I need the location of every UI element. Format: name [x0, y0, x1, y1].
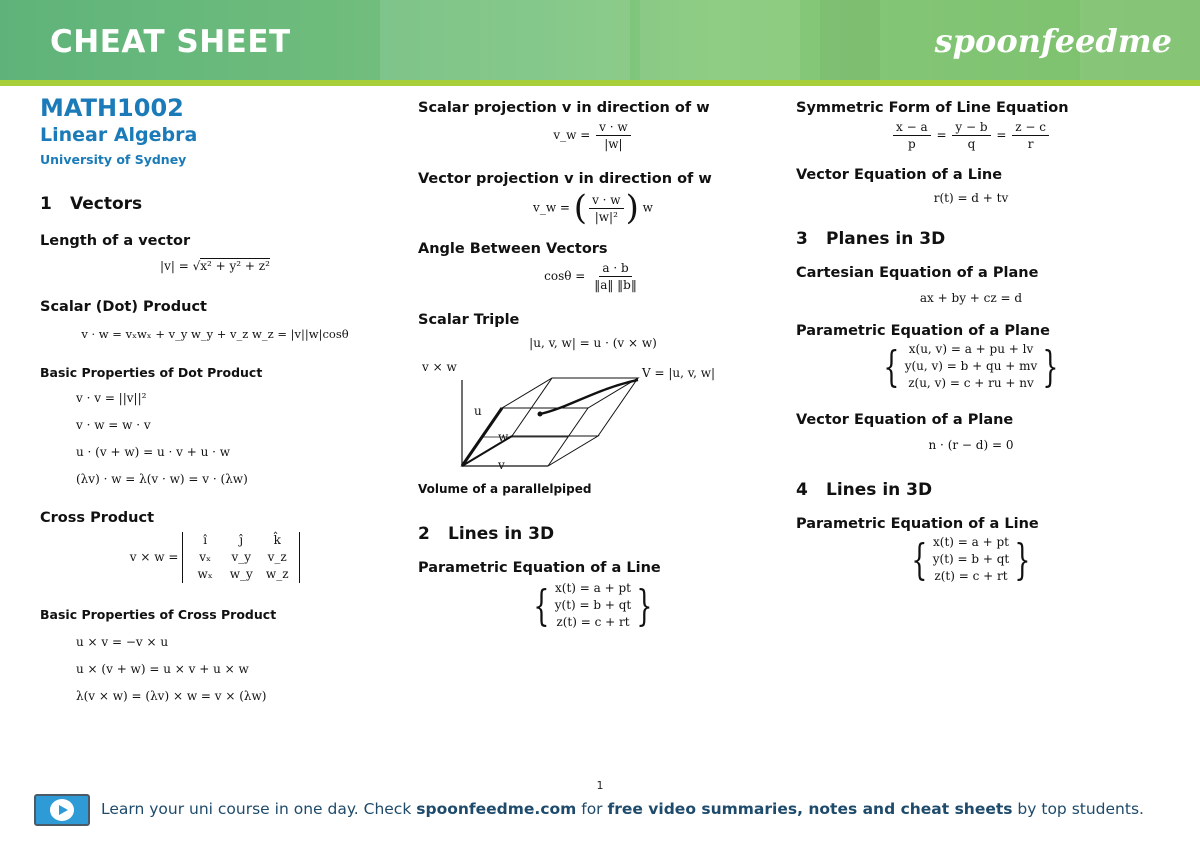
- system-line: y(t) = b + qt: [932, 552, 1010, 566]
- spoonfeedme-logo[interactable]: spoonfeedme: [934, 22, 1172, 60]
- denominator: r: [1027, 137, 1034, 151]
- system-line: z(t) = c + rt: [934, 569, 1008, 583]
- formula-lhs: v_w =: [553, 128, 591, 142]
- column-3: [796, 92, 1146, 585]
- matrix-cell: w_z: [265, 567, 289, 581]
- formula-parametric-line: [418, 580, 768, 631]
- dot-property: (λv) · w = λ(v · w) = v · (λw): [76, 472, 248, 486]
- system-line: y(t) = b + qt: [554, 598, 632, 612]
- cross-property: u × v = −v × u: [76, 635, 169, 649]
- section-label: Vectors: [70, 194, 143, 214]
- footer-promo-text: [101, 800, 1144, 818]
- formula-angle: [418, 261, 768, 292]
- denominator: q: [967, 137, 976, 151]
- fraction: [893, 120, 931, 151]
- left-paren: (: [573, 188, 588, 228]
- heading-dot-properties: Basic Properties of Dot Product: [40, 365, 263, 380]
- formula-scalar-projection: [418, 120, 768, 151]
- volume-dot: [538, 412, 543, 417]
- section-title-vectors: [40, 194, 390, 214]
- right-brace: }: [1014, 534, 1031, 584]
- matrix-cell: v_z: [267, 550, 287, 564]
- section-title-lines-3d: [418, 524, 768, 544]
- label-u: u: [474, 404, 482, 418]
- system-lines: [905, 341, 1038, 392]
- formula-lhs: cosθ =: [544, 269, 586, 283]
- university-name: University of Sydney: [40, 152, 187, 167]
- banner-decoration: [380, 0, 630, 86]
- cross-property: u × (v + w) = u × v + u × w: [76, 662, 249, 676]
- diagram-caption: Volume of a parallelpiped: [418, 482, 592, 496]
- matrix-cell: wₓ: [197, 567, 213, 581]
- heading-parametric-line-2: Parametric Equation of a Line: [796, 516, 1039, 532]
- numerator: a · b: [599, 261, 631, 277]
- system-line: x(t) = a + pt: [933, 535, 1009, 549]
- fraction: [952, 120, 990, 151]
- matrix-cell: î: [203, 533, 208, 547]
- volume-pointer: [540, 380, 638, 414]
- footer-bold-text: free video summaries, notes and cheat sheets: [607, 800, 1013, 818]
- heading-dot-product: Scalar (Dot) Product: [40, 299, 207, 315]
- heading-vector-projection: Vector projection v in direction of w: [418, 171, 712, 187]
- sqrt-radicand: x² + y² + z²: [200, 259, 270, 273]
- formula-vector-projection: [418, 188, 768, 228]
- heading-cross-product: Cross Product: [40, 510, 155, 526]
- equals-sign: =: [936, 128, 947, 142]
- footer-text-part: by top students.: [1012, 800, 1144, 818]
- matrix-cell: vₓ: [199, 550, 212, 564]
- formula-scalar-triple: |u, v, w| = u · (v × w): [529, 336, 657, 350]
- heading-scalar-projection: Scalar projection v in direction of w: [418, 100, 710, 116]
- matrix-cell: w_y: [229, 567, 253, 581]
- formula-lhs: v × w =: [129, 550, 179, 564]
- system-line: z(t) = c + rt: [556, 615, 630, 629]
- heading-angle-between: Angle Between Vectors: [418, 241, 608, 257]
- system-lines: [933, 534, 1010, 585]
- section-number: 3: [796, 229, 808, 249]
- formula-cartesian-plane: ax + by + cz = d: [919, 291, 1023, 305]
- numerator: x − a: [893, 120, 931, 136]
- denominator: |w|: [604, 137, 623, 151]
- fraction: [596, 120, 631, 151]
- fraction: [1012, 120, 1049, 151]
- section-label: Lines in 3D: [448, 524, 555, 544]
- formula-dot-product: v · w = vₓwₓ + v_y w_y + v_z w_z = |v||w|cosθ: [81, 327, 349, 341]
- label-w: w: [498, 430, 509, 444]
- section-number: 1: [40, 194, 52, 214]
- dot-property: v · v = ||v||²: [76, 391, 147, 405]
- formula-lhs: v_w =: [533, 200, 570, 215]
- section-title-lines-3d-2: [796, 480, 1146, 500]
- heading-parametric-plane: Parametric Equation of a Plane: [796, 323, 1050, 339]
- label-volume: V = |u, v, w|: [642, 366, 716, 380]
- fraction: [589, 193, 624, 224]
- right-brace: }: [1042, 341, 1059, 391]
- numerator: v · w: [596, 120, 631, 136]
- cross-property: λ(v × w) = (λv) × w = v × (λw): [76, 689, 267, 703]
- column-2: [418, 92, 768, 631]
- left-brace: {: [883, 341, 900, 391]
- heading-vector-line: Vector Equation of a Line: [796, 167, 1003, 183]
- label-vxw: v × w: [422, 360, 457, 374]
- heading-symmetric-form: Symmetric Form of Line Equation: [796, 100, 1069, 116]
- section-label: Planes in 3D: [826, 229, 946, 249]
- equation-system: [906, 534, 1036, 585]
- parallelepiped-diagram: [418, 358, 758, 476]
- right-paren: ): [625, 188, 639, 228]
- left-brace: {: [911, 534, 928, 584]
- formula-cross-product: [40, 532, 390, 583]
- denominator: |w|²: [594, 209, 618, 224]
- formula-parametric-line-2: [796, 534, 1146, 585]
- denominator: p: [907, 137, 916, 151]
- numerator: v · w: [589, 193, 624, 209]
- banner-decoration: [640, 0, 800, 86]
- page-title: CHEAT SHEET: [50, 24, 291, 60]
- fraction: [591, 261, 640, 292]
- heading-cartesian-plane: Cartesian Equation of a Plane: [796, 265, 1039, 281]
- footer: [0, 792, 1200, 832]
- system-lines: [555, 580, 632, 631]
- equation-system: [528, 580, 658, 631]
- numerator: z − c: [1012, 120, 1049, 136]
- footer-link[interactable]: spoonfeedme.com: [416, 800, 577, 818]
- formula-symmetric-form: [796, 120, 1146, 151]
- formula-lhs: |v| =: [160, 259, 189, 273]
- section-number: 2: [418, 524, 430, 544]
- section-number: 4: [796, 480, 808, 500]
- heading-length-of-vector: Length of a vector: [40, 233, 191, 249]
- system-line: x(t) = a + pt: [555, 581, 631, 595]
- base-face: [462, 436, 598, 466]
- sqrt-symbol: √: [192, 259, 201, 273]
- section-label: Lines in 3D: [826, 480, 933, 500]
- footer-text-part: for: [576, 800, 608, 818]
- determinant-matrix: [182, 532, 300, 583]
- page-number: 1: [596, 779, 604, 792]
- left-brace: {: [533, 580, 550, 630]
- footer-text-part: Learn your uni course in one day. Check: [101, 800, 417, 818]
- banner-decoration: [820, 0, 880, 86]
- video-play-button[interactable]: [34, 794, 90, 826]
- course-name: Linear Algebra: [40, 124, 198, 146]
- play-icon: [59, 805, 68, 815]
- formula-tail: w: [642, 200, 653, 215]
- dot-property: v · w = w · v: [76, 418, 151, 432]
- matrix-cell: k̂: [273, 533, 281, 547]
- heading-parametric-line: Parametric Equation of a Line: [418, 560, 661, 576]
- section-title-planes-3d: [796, 229, 1146, 249]
- matrix-cell: v_y: [231, 550, 251, 564]
- heading-scalar-triple: Scalar Triple: [418, 312, 520, 328]
- system-line: z(u, v) = c + ru + nv: [908, 376, 1034, 390]
- right-brace: }: [636, 580, 653, 630]
- equation-system: [878, 341, 1064, 392]
- edge: [512, 378, 552, 436]
- denominator: ‖a‖ ‖b‖: [594, 278, 637, 292]
- formula-vector-plane: n · (r − d) = 0: [928, 438, 1014, 452]
- banner-stripe: [0, 80, 1200, 86]
- formula-vector-line: r(t) = d + tv: [933, 191, 1009, 205]
- system-line: x(u, v) = a + pu + lv: [908, 342, 1034, 356]
- equals-sign: =: [996, 128, 1007, 142]
- dot-property: u · (v + w) = u · v + u · w: [76, 445, 231, 459]
- formula-parametric-plane: [796, 341, 1146, 392]
- numerator: y − b: [952, 120, 990, 136]
- edge: [598, 378, 638, 436]
- heading-vector-plane: Vector Equation of a Plane: [796, 412, 1014, 428]
- label-v: v: [498, 458, 505, 472]
- formula-length: [40, 259, 390, 273]
- heading-cross-properties: Basic Properties of Cross Product: [40, 607, 277, 622]
- course-code: MATH1002: [40, 94, 184, 122]
- matrix-cell: ĵ: [239, 533, 244, 547]
- column-1: [40, 92, 390, 703]
- header-banner: [0, 0, 1200, 86]
- system-line: y(u, v) = b + qu + mv: [904, 359, 1038, 373]
